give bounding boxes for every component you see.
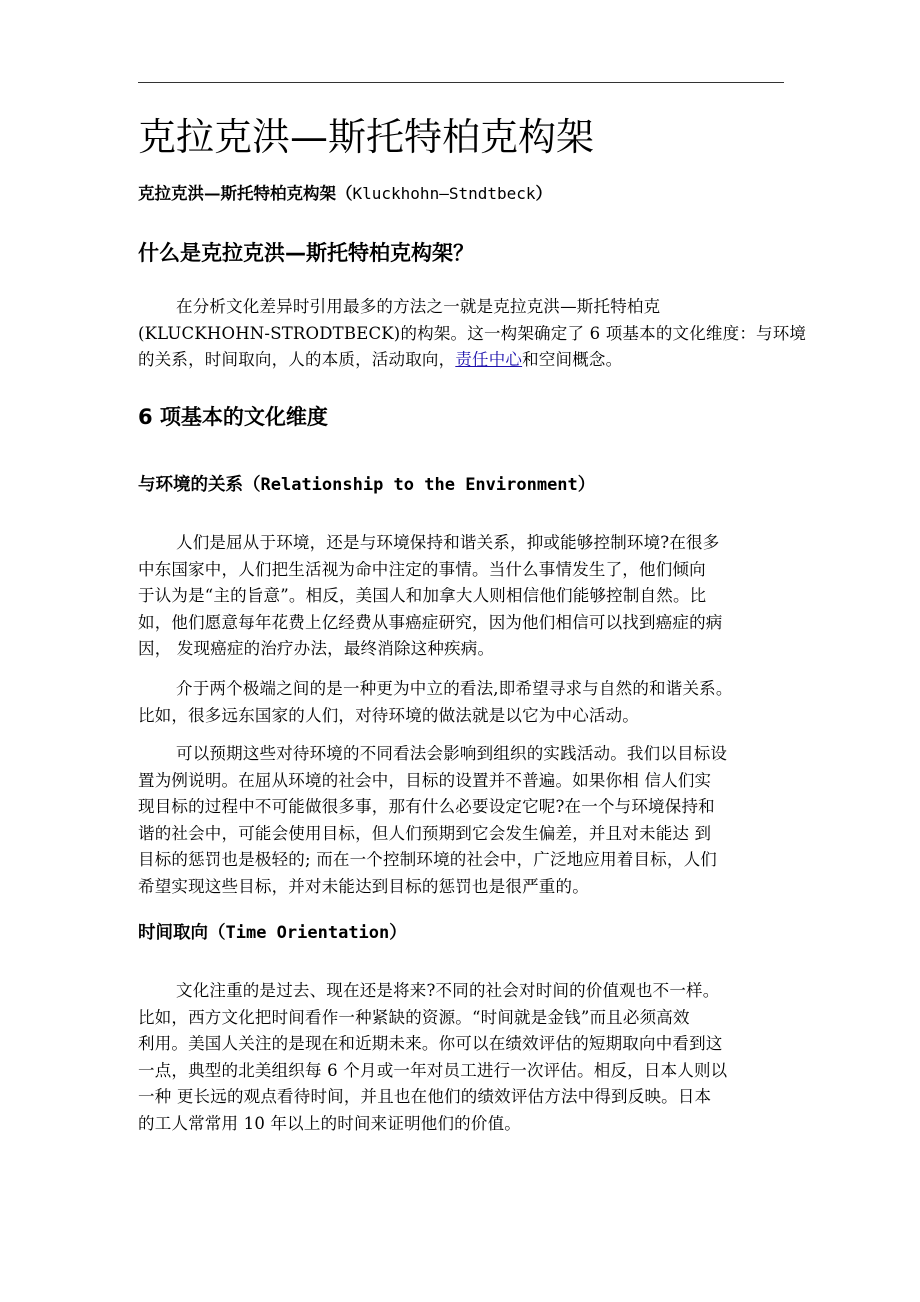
time-paragraph-1 bbox=[138, 978, 788, 1137]
heading-environment-cn: 与环境的关系（ bbox=[138, 475, 261, 495]
time-p1-line: 一种 更长远的观点看待时间，并且也在他们的绩效评估方法中得到反映。日本 bbox=[138, 1087, 712, 1106]
environment-paragraph-3 bbox=[138, 741, 788, 900]
env-p1-line: 如，他们愿意每年花费上亿经费从事癌症研究，因为他们相信可以找到癌症的病 bbox=[138, 612, 723, 632]
heading-environment bbox=[138, 472, 595, 498]
time-p1-line: 比如，西方文化把时间看作一种紧缺的资源。“时间就是金钱”而且必须高效 bbox=[138, 1007, 690, 1027]
time-p1-line: 一点，典型的北美组织每 6 个月或一年对员工进行一次评估。相反，日本人则以 bbox=[138, 1060, 728, 1080]
env-p2-line: 介于两个极端之间的是一种更为中立的看法,即希望寻求与自然的和谐关系。 bbox=[176, 679, 733, 698]
env-p1-line: 于认为是“主的旨意”。相反，美国人和加拿大人则相信他们能够控制自然。比 bbox=[138, 586, 707, 605]
intro-paragraph bbox=[138, 294, 807, 374]
heading-six-dimensions: 6 项基本的文化维度 bbox=[138, 405, 328, 429]
heading-time-close: ） bbox=[389, 923, 407, 943]
env-p3-line: 目标的惩罚也是极轻的; 而在一个控制环境的社会中，广泛地应用着目标，人们 bbox=[138, 850, 718, 869]
heading-environment-en: Relationship to the Environment bbox=[260, 475, 578, 495]
env-p3-line: 谐的社会中，可能会使用目标，但人们预期到它会发生偏差，并且对未能达 到 bbox=[138, 823, 712, 843]
environment-paragraph-2 bbox=[138, 676, 788, 729]
subtitle-close: ） bbox=[535, 184, 553, 203]
heading-environment-close: ） bbox=[577, 475, 596, 495]
intro-line-3-post: 和空间概念。 bbox=[522, 350, 623, 369]
subtitle-en: Kluckhohn—Stndtbeck bbox=[352, 184, 536, 203]
time-p1-line: 的工人常常用 10 年以上的时间来证明他们的价值。 bbox=[138, 1113, 521, 1133]
intro-line-3-pre: 的关系，时间取向，人的本质，活动取向， bbox=[138, 350, 456, 369]
env-p3-line: 可以预期这些对待环境的不同看法会影响到组织的实践活动。我们以目标设 bbox=[176, 744, 728, 763]
intro-line-3 bbox=[138, 347, 788, 374]
heading-time-orientation bbox=[138, 920, 407, 946]
intro-line-1: 在分析文化差异时引用最多的方法之一就是克拉克洪—斯托特柏克 bbox=[176, 297, 661, 316]
responsibility-center-link[interactable]: 责任中心 bbox=[455, 350, 523, 369]
subtitle-cn: 克拉克洪—斯托特柏克构架（ bbox=[138, 184, 353, 203]
env-p2-line: 比如，很多远东国家的人们，对待环境的做法就是以它为中心活动。 bbox=[138, 705, 639, 725]
intro-line-2: (KLUCKHOHN-STRODTBECK)的构架。这一构架确定了 6 项基本的文化维度：与环境 bbox=[138, 323, 807, 343]
heading-what-is: 什么是克拉克洪—斯托特柏克构架？ bbox=[138, 241, 474, 265]
env-p3-line: 现目标的过程中不可能做很多事，那有什么必要设定它呢?在一个与环境保持和 bbox=[138, 797, 715, 816]
env-p1-line: 人们是屈从于环境，还是与环境保持和谐关系，抑或能够控制环境?在很多 bbox=[176, 533, 720, 552]
environment-paragraph-1 bbox=[138, 530, 788, 663]
env-p1-line: 中东国家中，人们把生活视为命中注定的事情。当什么事情发生了，他们倾向 bbox=[138, 559, 706, 579]
env-p3-line: 希望实现这些目标，并对未能达到目标的惩罚也是很严重的。 bbox=[138, 876, 589, 896]
time-p1-line: 文化注重的是过去、现在还是将来?不同的社会对时间的价值观也不一样。 bbox=[176, 981, 720, 1000]
env-p1-line: 因， 发现癌症的治疗办法，最终消除这种疾病。 bbox=[138, 639, 495, 658]
heading-time-cn: 时间取向（ bbox=[138, 923, 226, 943]
subtitle bbox=[138, 182, 552, 206]
page-title: 克拉克洪—斯托特柏克构架 bbox=[138, 115, 595, 159]
env-p3-line: 置为例说明。在屈从环境的社会中，目标的设置并不普遍。如果你相 信人们实 bbox=[138, 770, 712, 790]
header-rule bbox=[138, 82, 784, 83]
time-p1-line: 利用。美国人关注的是现在和近期未来。你可以在绩效评估的短期取向中看到这 bbox=[138, 1034, 723, 1053]
heading-time-en: Time Orientation bbox=[225, 923, 390, 943]
